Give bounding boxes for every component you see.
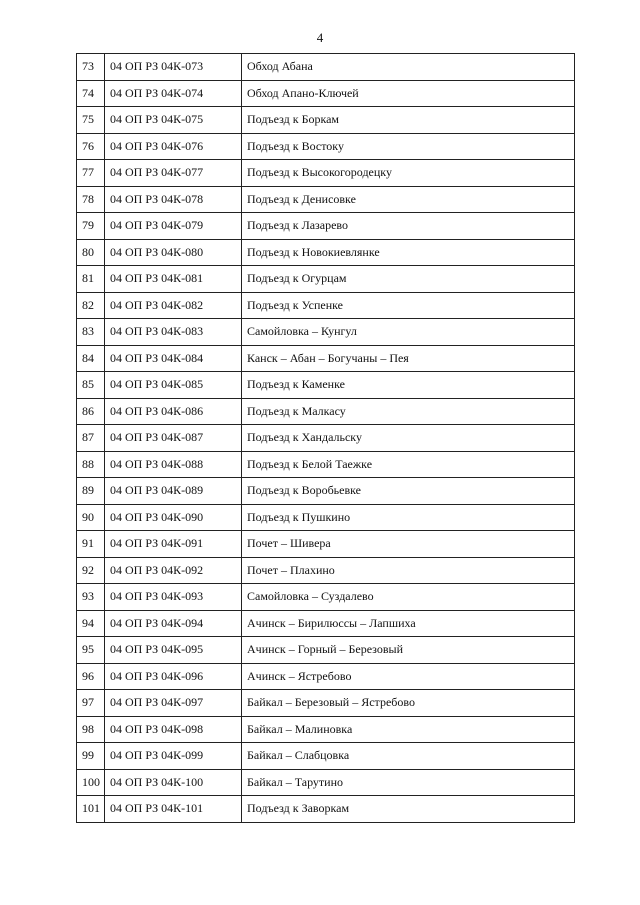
row-number-cell: 81 bbox=[77, 266, 105, 293]
table-row bbox=[77, 239, 575, 266]
table-row bbox=[77, 292, 575, 319]
table-row bbox=[77, 372, 575, 399]
road-name-cell: Канск – Абан – Богучаны – Пея bbox=[242, 345, 575, 372]
road-name-cell: Самойловка – Кунгул bbox=[242, 319, 575, 346]
table-row bbox=[77, 425, 575, 452]
row-number-cell: 91 bbox=[77, 531, 105, 558]
table-row bbox=[77, 663, 575, 690]
table-row bbox=[77, 186, 575, 213]
road-name-cell: Подъезд к Успенке bbox=[242, 292, 575, 319]
road-code-cell: 04 ОП РЗ 04К-095 bbox=[105, 637, 242, 664]
row-number-cell: 101 bbox=[77, 796, 105, 823]
table-row bbox=[77, 54, 575, 81]
table-row bbox=[77, 398, 575, 425]
row-number-cell: 79 bbox=[77, 213, 105, 240]
table-row bbox=[77, 345, 575, 372]
row-number-cell: 95 bbox=[77, 637, 105, 664]
table-row bbox=[77, 716, 575, 743]
road-name-cell: Почет – Плахино bbox=[242, 557, 575, 584]
road-code-cell: 04 ОП РЗ 04К-075 bbox=[105, 107, 242, 134]
road-code-cell: 04 ОП РЗ 04К-092 bbox=[105, 557, 242, 584]
road-code-cell: 04 ОП РЗ 04К-082 bbox=[105, 292, 242, 319]
table-row bbox=[77, 451, 575, 478]
road-code-cell: 04 ОП РЗ 04К-083 bbox=[105, 319, 242, 346]
row-number-cell: 90 bbox=[77, 504, 105, 531]
row-number-cell: 80 bbox=[77, 239, 105, 266]
row-number-cell: 86 bbox=[77, 398, 105, 425]
row-number-cell: 85 bbox=[77, 372, 105, 399]
row-number-cell: 75 bbox=[77, 107, 105, 134]
road-name-cell: Байкал – Малиновка bbox=[242, 716, 575, 743]
row-number-cell: 94 bbox=[77, 610, 105, 637]
road-name-cell: Подъезд к Воробьевке bbox=[242, 478, 575, 505]
road-name-cell: Байкал – Слабцовка bbox=[242, 743, 575, 770]
road-name-cell: Ачинск – Бирилюссы – Лапшиха bbox=[242, 610, 575, 637]
table-row bbox=[77, 531, 575, 558]
row-number-cell: 92 bbox=[77, 557, 105, 584]
row-number-cell: 93 bbox=[77, 584, 105, 611]
road-code-cell: 04 ОП РЗ 04К-101 bbox=[105, 796, 242, 823]
road-code-cell: 04 ОП РЗ 04К-080 bbox=[105, 239, 242, 266]
roads-table-body bbox=[77, 54, 575, 823]
row-number-cell: 87 bbox=[77, 425, 105, 452]
road-code-cell: 04 ОП РЗ 04К-085 bbox=[105, 372, 242, 399]
road-name-cell: Обход Абана bbox=[242, 54, 575, 81]
road-code-cell: 04 ОП РЗ 04К-091 bbox=[105, 531, 242, 558]
row-number-cell: 78 bbox=[77, 186, 105, 213]
road-code-cell: 04 ОП РЗ 04К-089 bbox=[105, 478, 242, 505]
row-number-cell: 83 bbox=[77, 319, 105, 346]
row-number-cell: 99 bbox=[77, 743, 105, 770]
table-row bbox=[77, 319, 575, 346]
table-row bbox=[77, 743, 575, 770]
row-number-cell: 82 bbox=[77, 292, 105, 319]
road-code-cell: 04 ОП РЗ 04К-087 bbox=[105, 425, 242, 452]
row-number-cell: 88 bbox=[77, 451, 105, 478]
road-name-cell: Самойловка – Суздалево bbox=[242, 584, 575, 611]
table-row bbox=[77, 690, 575, 717]
road-name-cell: Подъезд к Высокогородецку bbox=[242, 160, 575, 187]
road-name-cell: Подъезд к Огурцам bbox=[242, 266, 575, 293]
road-name-cell: Подъезд к Денисовке bbox=[242, 186, 575, 213]
road-name-cell: Подъезд к Белой Таежке bbox=[242, 451, 575, 478]
road-name-cell: Подъезд к Востоку bbox=[242, 133, 575, 160]
table-row bbox=[77, 637, 575, 664]
row-number-cell: 73 bbox=[77, 54, 105, 81]
road-name-cell: Подъезд к Боркам bbox=[242, 107, 575, 134]
road-name-cell: Подъезд к Новокиевлянке bbox=[242, 239, 575, 266]
table-row bbox=[77, 610, 575, 637]
road-name-cell: Обход Апано-Ключей bbox=[242, 80, 575, 107]
road-code-cell: 04 ОП РЗ 04К-090 bbox=[105, 504, 242, 531]
road-code-cell: 04 ОП РЗ 04К-099 bbox=[105, 743, 242, 770]
road-code-cell: 04 ОП РЗ 04К-097 bbox=[105, 690, 242, 717]
table-row bbox=[77, 557, 575, 584]
road-code-cell: 04 ОП РЗ 04К-093 bbox=[105, 584, 242, 611]
road-name-cell: Подъезд к Хандальску bbox=[242, 425, 575, 452]
road-code-cell: 04 ОП РЗ 04К-074 bbox=[105, 80, 242, 107]
row-number-cell: 77 bbox=[77, 160, 105, 187]
road-code-cell: 04 ОП РЗ 04К-073 bbox=[105, 54, 242, 81]
table-row bbox=[77, 266, 575, 293]
road-code-cell: 04 ОП РЗ 04К-081 bbox=[105, 266, 242, 293]
table-row bbox=[77, 478, 575, 505]
row-number-cell: 84 bbox=[77, 345, 105, 372]
road-code-cell: 04 ОП РЗ 04К-079 bbox=[105, 213, 242, 240]
row-number-cell: 89 bbox=[77, 478, 105, 505]
row-number-cell: 97 bbox=[77, 690, 105, 717]
table-row bbox=[77, 107, 575, 134]
road-name-cell: Байкал – Березовый – Ястребово bbox=[242, 690, 575, 717]
table-row bbox=[77, 769, 575, 796]
table-row bbox=[77, 584, 575, 611]
road-code-cell: 04 ОП РЗ 04К-098 bbox=[105, 716, 242, 743]
road-name-cell: Подъезд к Лазарево bbox=[242, 213, 575, 240]
row-number-cell: 98 bbox=[77, 716, 105, 743]
road-code-cell: 04 ОП РЗ 04К-084 bbox=[105, 345, 242, 372]
row-number-cell: 76 bbox=[77, 133, 105, 160]
road-name-cell: Ачинск – Ястребово bbox=[242, 663, 575, 690]
road-code-cell: 04 ОП РЗ 04К-076 bbox=[105, 133, 242, 160]
table-row bbox=[77, 213, 575, 240]
road-name-cell: Байкал – Тарутино bbox=[242, 769, 575, 796]
table-row bbox=[77, 80, 575, 107]
row-number-cell: 96 bbox=[77, 663, 105, 690]
road-code-cell: 04 ОП РЗ 04К-094 bbox=[105, 610, 242, 637]
table-row bbox=[77, 796, 575, 823]
road-code-cell: 04 ОП РЗ 04К-086 bbox=[105, 398, 242, 425]
table-row bbox=[77, 504, 575, 531]
road-name-cell: Подъезд к Заворкам bbox=[242, 796, 575, 823]
road-name-cell: Подъезд к Каменке bbox=[242, 372, 575, 399]
roads-table bbox=[76, 53, 575, 823]
road-code-cell: 04 ОП РЗ 04К-100 bbox=[105, 769, 242, 796]
table-row bbox=[77, 160, 575, 187]
road-name-cell: Подъезд к Малкасу bbox=[242, 398, 575, 425]
road-name-cell: Почет – Шивера bbox=[242, 531, 575, 558]
road-code-cell: 04 ОП РЗ 04К-096 bbox=[105, 663, 242, 690]
row-number-cell: 74 bbox=[77, 80, 105, 107]
row-number-cell: 100 bbox=[77, 769, 105, 796]
table-row bbox=[77, 133, 575, 160]
page-number: 4 bbox=[316, 30, 324, 45]
road-code-cell: 04 ОП РЗ 04К-078 bbox=[105, 186, 242, 213]
road-code-cell: 04 ОП РЗ 04К-088 bbox=[105, 451, 242, 478]
road-name-cell: Подъезд к Пушкино bbox=[242, 504, 575, 531]
road-name-cell: Ачинск – Горный – Березовый bbox=[242, 637, 575, 664]
road-code-cell: 04 ОП РЗ 04К-077 bbox=[105, 160, 242, 187]
